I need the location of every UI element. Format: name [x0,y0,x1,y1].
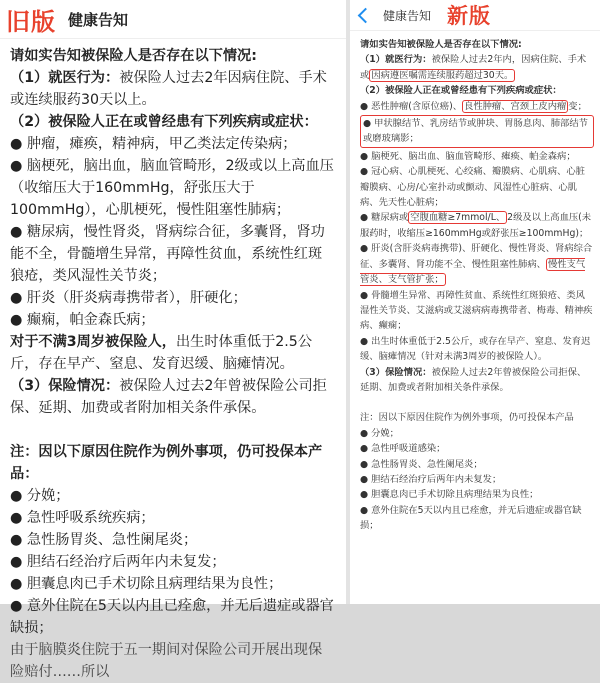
new-disease-item-8: ● 出生时体重低于2.5公斤，或存在早产、窒息、发育迟缓、脑瘫情况（针对未满3周岁的被保险人）。 [360,335,591,363]
new-item-6-highlight: 慢性支气管炎、支气管扩张； [360,258,586,286]
old-exception-item: ● 急性肠胃炎、急性阑尾炎； [10,529,336,551]
new-section-3 [360,365,594,396]
old-exception-item: ● 意外住院在5天以内且已痊愈，并无后遗症或器官缺损； [10,595,336,639]
old-section-1-label: （1）就医行为： [10,70,120,86]
old-exception-item: ● 急性呼吸系统疾病； [10,507,336,529]
old-section-2-label: （2）被保险人正在或曾经患有下列疾病或症状： [10,114,318,130]
new-section-1 [360,52,594,83]
old-question: 请如实告知被保险人是否存在以下情况: [10,48,257,64]
new-section-1-text: 被保险人过去2年内，因病住院、手术或 [360,54,587,81]
new-item-3-text: 脑梗死、脑出血、脑血管畸形、瘫痪、帕金森病； [371,150,576,162]
new-section-2-label: （2）被保险人正在或曾经患有下列疾病或症状： [360,85,562,97]
old-exception-item: ● 分娩； [10,485,336,507]
new-item-7-text: 骨髓增生异常、再障性贫血、系统性红斑狼疮、类风湿性关节炎、艾滋病或艾滋病病毒携带者、梅毒、精神疾病、癫痫； [360,289,593,332]
old-exception-item: ● 胆结石经治疗后两年内未复发； [10,551,336,573]
new-disease-item-2-highlight: ● 甲状腺结节、乳房结节或肿块、胃肠息肉、肺部结节或磨玻璃影； [360,115,594,148]
new-disease-item-7: ● 骨髓增生异常、再障性贫血、系统性红斑狼疮、类风湿性关节炎、艾滋病或艾滋病病毒携带者、梅毒、精神疾病、癫痫； [360,289,593,332]
old-section-3-text: 被保险人过去2年曾被保险公司拒保、延期、加费或者附加相关条件承保。 [10,378,327,416]
new-exception-text: 意外住院在5天以内且已痊愈，并无后遗症或器官缺损； [360,504,582,532]
old-version-tag: 旧版 [6,7,56,36]
old-health-notice-content [0,39,346,683]
new-item-5-text: 糖尿病或 [371,212,409,224]
new-disease-item-6: ● 肝炎(含肝炎病毒携带)、肝硬化、慢性肾炎、肾病综合征、多囊肾、肾功能不全、慢性阻塞性肺病、 慢性支气管炎、支气管扩张； [360,243,593,286]
new-item-1-text: 恶性肿瘤(含原位癌)、 [371,100,463,112]
new-disease-item-1: ● 恶性肿瘤(含原位癌)、 良性肿瘤、宫颈上皮内瘤 变； [360,100,587,112]
new-item-8-text: 出生时体重低于2.5公斤，或存在早产、窒息、发育迟缓、脑瘫情况（针对未满3周岁的被保险人）。 [360,335,591,363]
new-disease-item-4: ● 冠心病、心肌梗死、心绞痛、瓣膜病、心肌病、心脏瓣膜病、心房/心室扑动或颤动、风湿性心脏病、心肌病、先天性心脏病； [360,166,585,209]
new-item-6-text: 肝炎(含肝炎病毒携带)、肝硬化、慢性肾炎、肾病综合征、多囊肾、肾功能不全、慢性阻塞性肺病、 [360,243,593,270]
new-question: 请如实告知被保险人是否存在以下情况: [360,39,522,50]
old-section-3-label: （3）保险情况： [10,378,120,394]
new-disease-item-3: ● 脑梗死、脑出血、脑血管畸形、瘫痪、帕金森病； [360,150,576,162]
new-section-3-label: （3）保险情况： [360,366,432,378]
new-version-tag: 新版 [447,4,492,28]
new-item-2-text: 甲状腺结节、乳房结节或肿块、胃肠息肉、肺部结节或磨玻璃影； [363,118,588,145]
old-header [0,0,346,39]
new-exception-item: ● 急性肠胃炎、急性阑尾炎； [360,458,483,470]
new-item-5-tail: 2级及以上高血压(未服药时，收缩压≥160mmHg或舒张压≥100mmHg)； [360,212,592,239]
new-item-4-text: 冠心病、心肌梗死、心绞痛、瓣膜病、心肌病、心脏瓣膜病、心房/心室扑动或颤动、风湿性心脏病、心肌病、先天性心脏病； [360,166,585,209]
new-disease-item-5: ● 糖尿病或 空腹血糖≥7mmol/L、 2级及以上高血压(未服药时，收缩压≥160mmHg或舒张压≥100mmHg)； [360,212,592,239]
new-exception-text: 急性肠胃炎、急性阑尾炎； [371,458,483,470]
old-disease-item: ● 癫痫，帕金森氏病； [10,309,336,331]
new-section-1-highlight: 因病遵医嘱需连续服药超过30天。 [371,69,514,81]
new-note-title: 注：因以下原因住院作为例外事项，仍可投保本产品 [360,412,574,424]
old-infant-text: 出生时体重低于2.5公斤，存在早产、窒息、发育迟缓、脑瘫情况。 [10,334,313,372]
new-section-1-label: （1）就医行为： [360,54,432,66]
new-exception-item: ● 分娩； [360,427,399,439]
old-section-1-text: 被保险人过去2年因病住院、手术或连续服药30天以上。 [10,70,327,108]
old-disease-item: ● 肿瘤，瘫痪，精神病，甲乙类法定传染病； [10,133,336,155]
new-exception-text: 分娩； [371,427,399,439]
new-exception-text: 胆结石经治疗后两年内未复发； [371,473,502,485]
old-disease-item: ● 脑梗死，脑出血，脑血管畸形，2级或以上高血压（收缩压大于160mmHg，舒张压大于100mmHg），心肌梗死，慢性阻塞性肺病； [10,155,336,221]
back-chevron-icon[interactable] [358,8,374,24]
old-note-title: 注：因以下原因住院作为例外事项，仍可投保本产品： [10,444,323,482]
old-section-1 [10,67,336,111]
new-health-notice-content [350,31,600,534]
old-section-3 [10,375,336,419]
new-item-5-highlight: 空腹血糖≥7mmol/L、 [410,212,506,224]
old-disease-item: ● 肝炎（肝炎病毒携带者），肝硬化； [10,287,336,309]
old-cut-off-text: 由于脑膜炎住院于五一期间对保险公司开展出现保险赔付……所以 [10,642,323,680]
new-exception-text: 急性呼吸道感染； [371,443,446,455]
old-disease-item: ● 糖尿病，慢性肾炎，肾病综合征，多囊肾，肾功能不全，骨髓增生异常，再障性贫血，系统性红斑狼疮，类风湿性关节炎； [10,221,336,287]
old-exception-item: ● 胆囊息肉已手术切除且病理结果为良性； [10,573,336,595]
old-infant-label: 对于不满3周岁被保险人， [10,334,176,350]
new-item-1-tail: 变； [568,100,587,112]
old-page-title: 健康告知 [68,10,129,29]
new-item-1-highlight: 良性肿瘤、宫颈上皮内瘤 [464,100,567,112]
new-page-title: 健康告知 [383,8,432,23]
new-section-3-text: 被保险人过去2年曾被保险公司拒保、延期、加费或者附加相关条件承保。 [360,366,587,393]
new-version-panel [350,0,600,604]
old-infant-clause [10,331,336,375]
new-exception-item: ● 急性呼吸道感染； [360,443,446,455]
new-header [350,0,600,31]
new-exception-item: ● 胆结石经治疗后两年内未复发； [360,473,502,485]
new-exception-item: ● 胆囊息肉已手术切除且病理结果为良性； [360,489,539,501]
new-exception-text: 胆囊息肉已手术切除且病理结果为良性； [371,489,539,501]
new-exception-item: ● 意外住院在5天以内且已痊愈，并无后遗症或器官缺损； [360,504,582,532]
